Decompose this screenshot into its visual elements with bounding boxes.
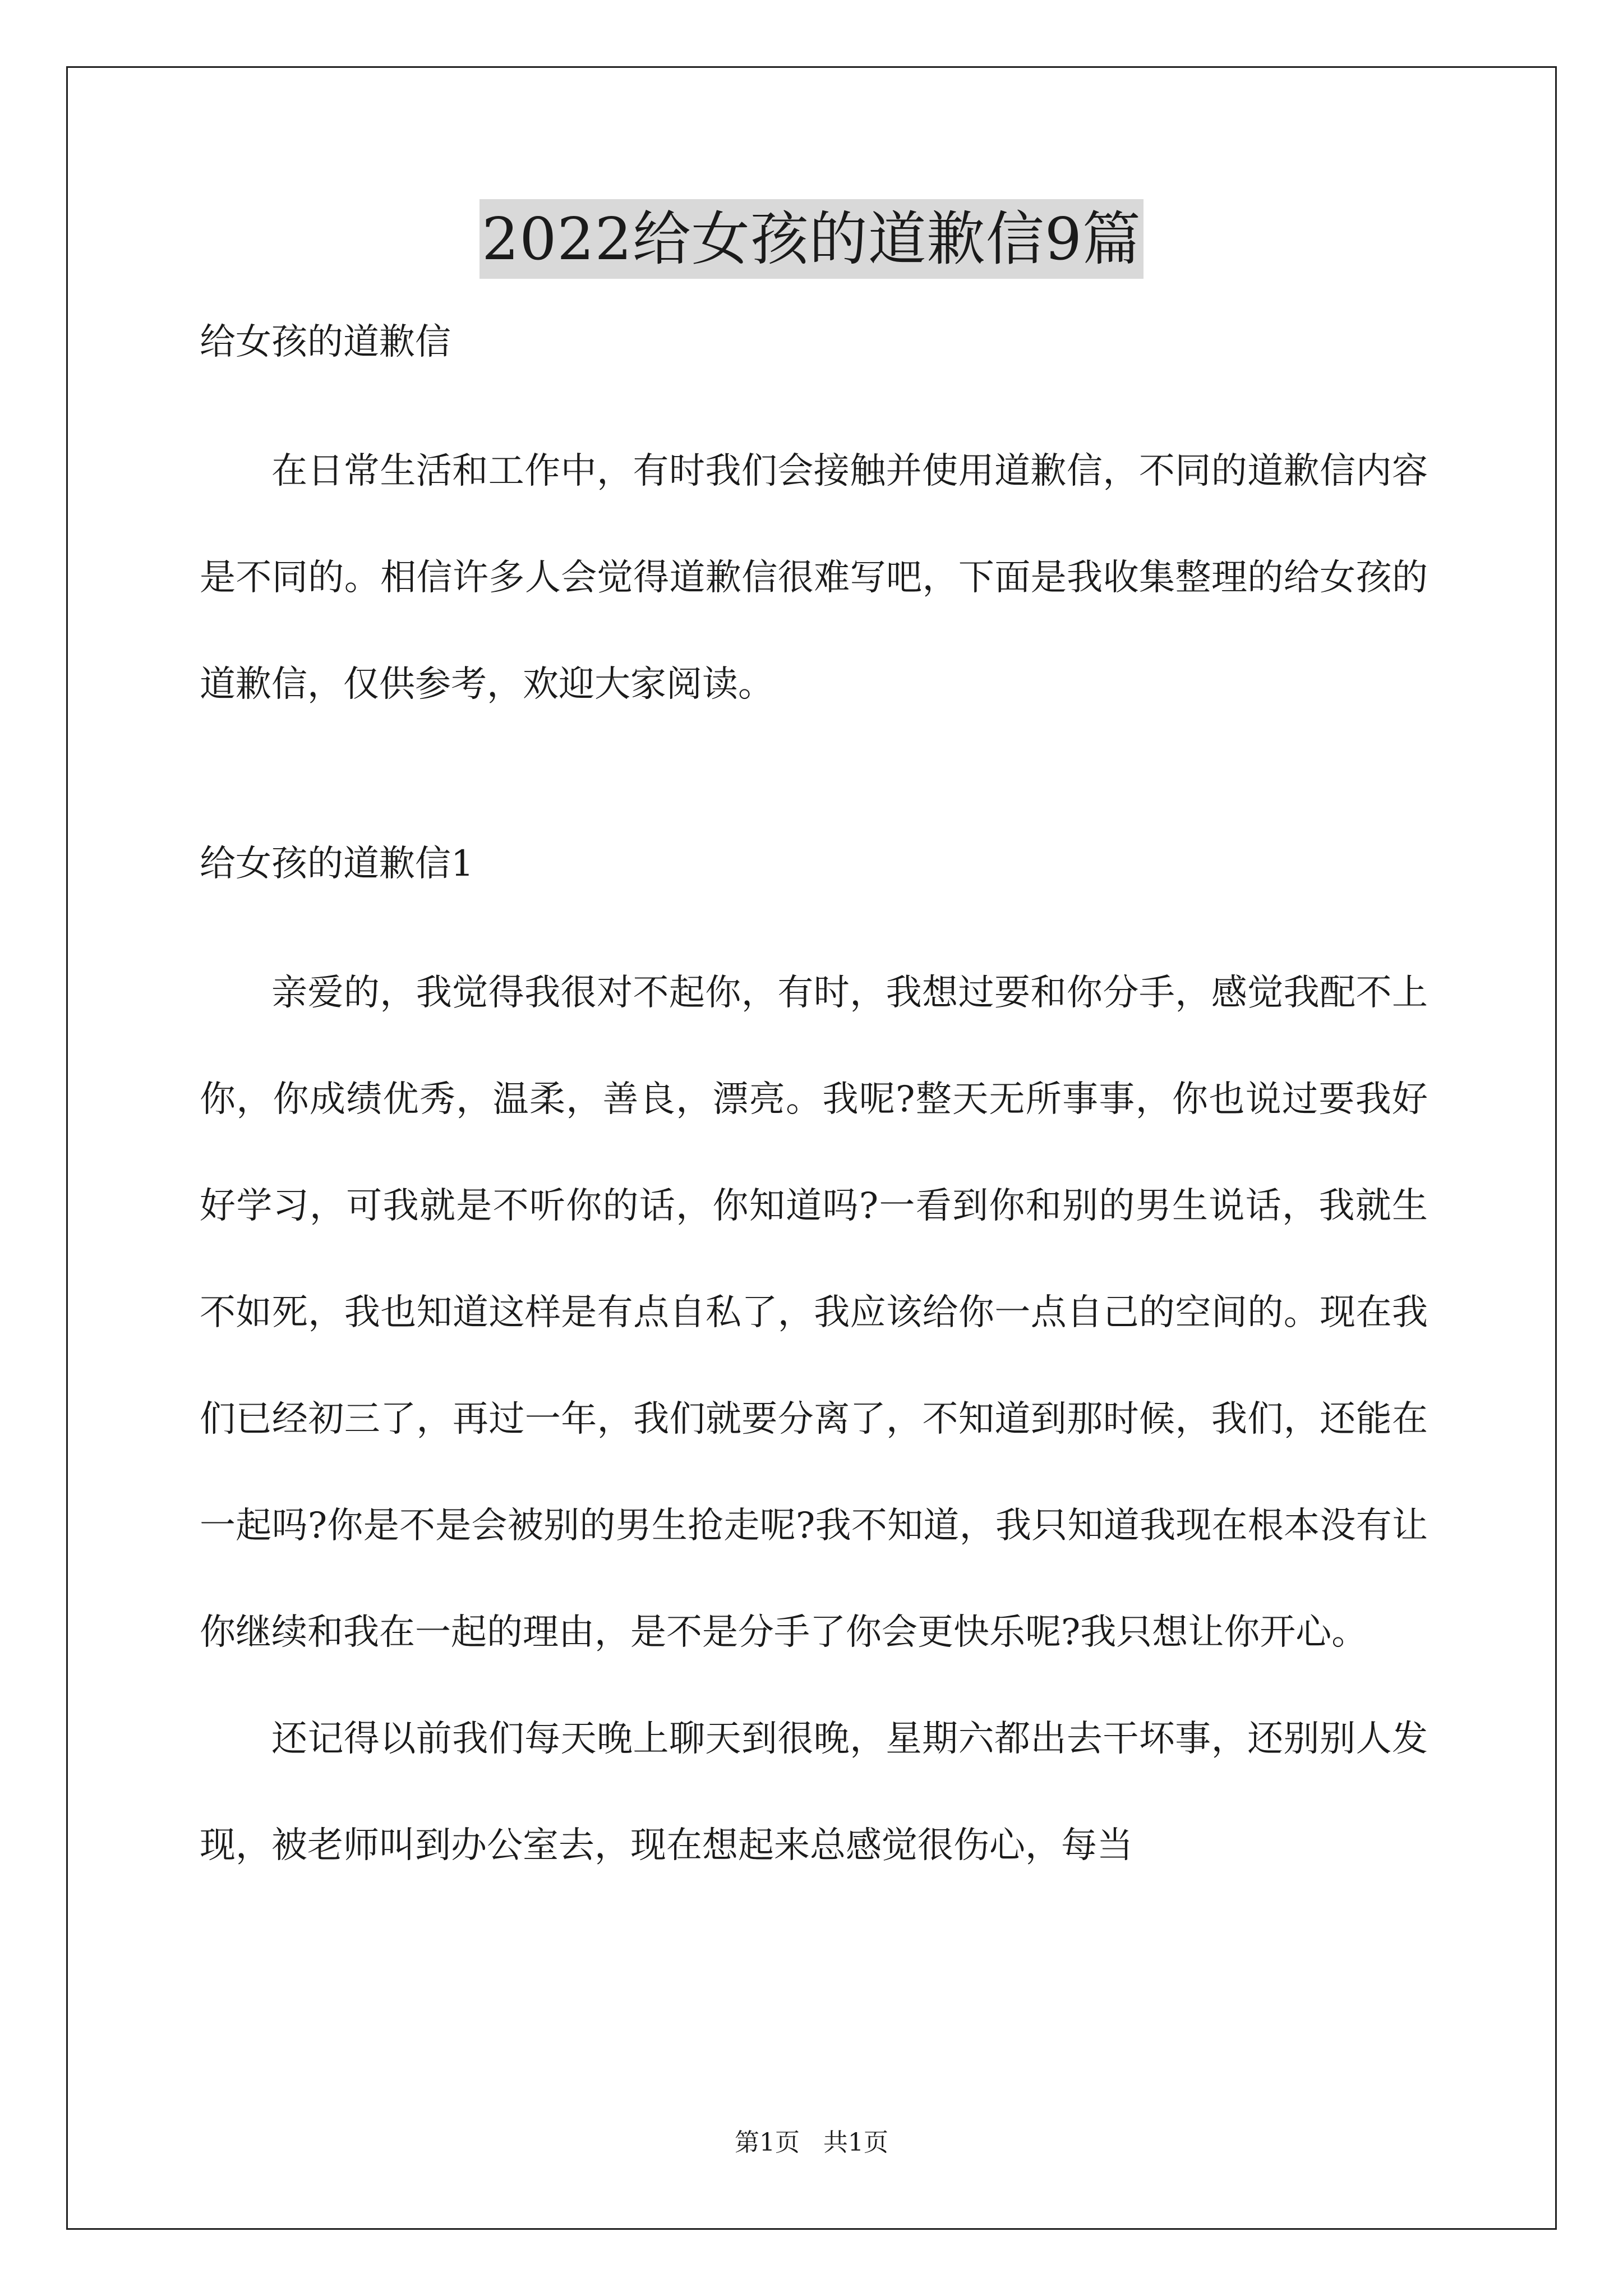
document-body [200, 314, 1428, 1899]
section-gap [200, 738, 1428, 836]
intro-paragraph: 在日常生活和工作中，有时我们会接触并使用道歉信，不同的道歉信内容是不同的。相信许多人会觉得道歉信很难写吧，下面是我收集整理的给女孩的道歉信，仅供参考，欢迎大家阅读。 [200, 450, 1428, 705]
letter-paragraph: 亲爱的，我觉得我很对不起你，有时，我想过要和你分手，感觉我配不上你，你成绩优秀，温柔，善良，漂亮。我呢?整天无所事事，你也说过要我好好学习，可我就是不听你的话，你知道吗?一看到你和别的男生说话，我就生不如死，我也知道这样是有点自私了，我应该给你一点自己的空间的。现在我们已经初三了，再过一年，我们就要分离了，不知道到那时候，我们，还能在一起吗?你是不是会被别的男生抢走呢?我不知道，我只知道我现在根本没有让你继续和我在一起的理由，是不是分手了你会更快乐呢?我只想让你开心。 [200, 972, 1428, 1653]
title-container [0, 199, 1623, 279]
letter-paragraph: 还记得以前我们每天晚上聊天到很晚，星期六都出去干坏事，还别别人发现，被老师叫到办公室去，现在想起来总感觉很伤心，每当 [200, 1718, 1428, 1866]
section-heading: 给女孩的道歉信1 [200, 843, 474, 885]
section-heading: 给女孩的道歉信 [200, 321, 451, 363]
document-title: 2022给女孩的道歉信9篇 [479, 199, 1144, 279]
page-footer: 第1页 共1页 [735, 2128, 888, 2157]
